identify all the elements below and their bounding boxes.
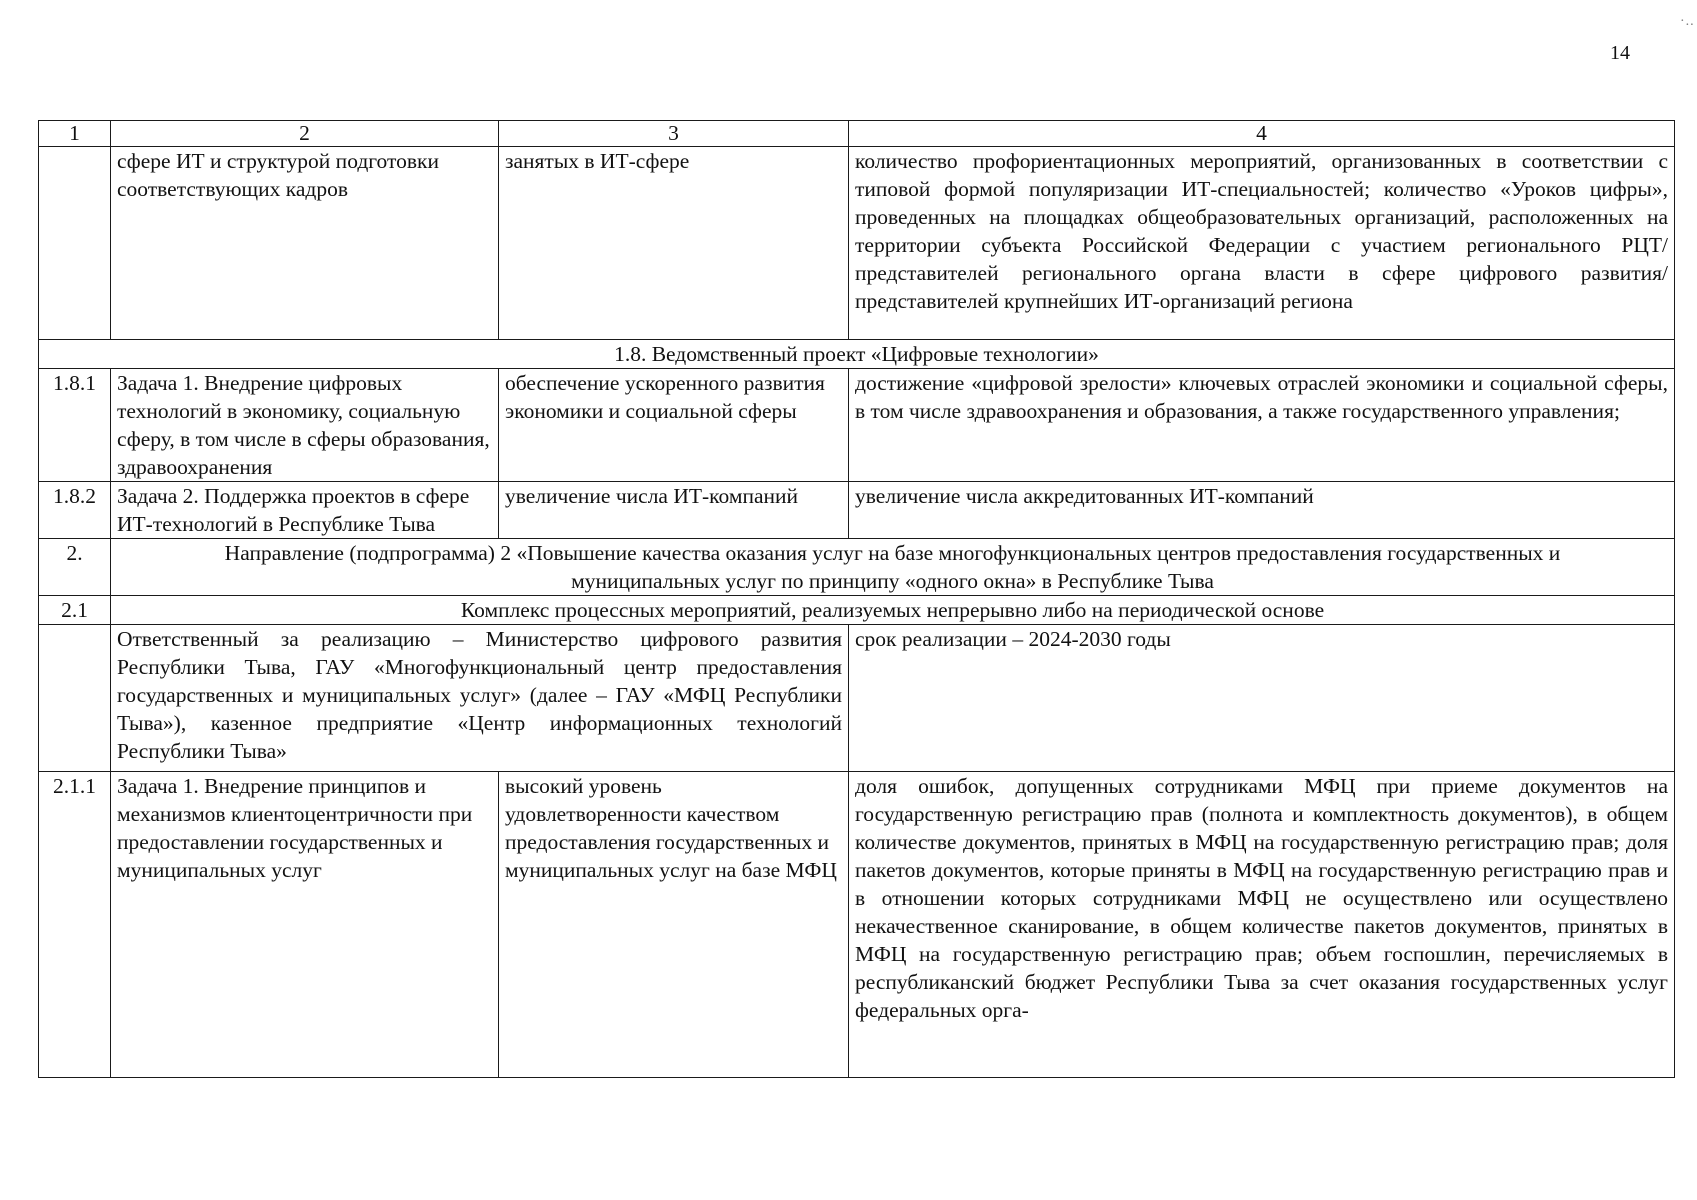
effect-cell: увеличение числа ИТ-компаний: [499, 482, 849, 539]
effect-cell: высокий уровень удовлетворенности качеством предоставления государственных и муниципальных услуг на базе МФЦ: [499, 772, 849, 1078]
complex-row: [39, 596, 1675, 625]
section-title: 1.8. Ведомственный проект «Цифровые технологии»: [39, 340, 1675, 369]
task-cell: сфере ИТ и структурой подготовки соответствующих кадров: [111, 147, 499, 340]
effect-cell: обеспечение ускоренного развития экономики и социальной сферы: [499, 369, 849, 482]
responsible-row: [39, 625, 1675, 772]
header-col-2: 2: [111, 121, 499, 147]
indicator-cell: количество профориентационных мероприятий, организованных в соответствии с типовой формой популяризации ИТ-специальностей; количество «Уроков цифры», проведенных на площадках общеобразовательных организаций, расположенных на территории субъекта Российской Федерации с участием регионального РЦТ/представителей регионального органа власти в сфере цифрового развития/представителей крупнейших ИТ-организаций региона: [849, 147, 1675, 340]
scan-mark: ·..: [1680, 14, 1695, 29]
row-number: 1.8.1: [39, 369, 111, 482]
table-row: [39, 369, 1675, 482]
table-row: [39, 147, 1675, 340]
effect-cell: занятых в ИТ-сфере: [499, 147, 849, 340]
header-col-1: 1: [39, 121, 111, 147]
direction-title: Направление (подпрограмма) 2 «Повышение качества оказания услуг на базе многофункциональных центров предоставления государственных и муниципальных услуг по принципу «одного окна» в Республике Тыва: [111, 539, 1675, 596]
task-cell: Задача 1. Внедрение принципов и механизмов клиентоцентричности при предоставлении государственных и муниципальных услуг: [111, 772, 499, 1078]
direction-row: [39, 539, 1675, 596]
row-number: [39, 625, 111, 772]
responsible-cell: Ответственный за реализацию – Министерство цифрового развития Республики Тыва, ГАУ «Многофункциональный центр предоставления государственных и муниципальных услуг» (далее – ГАУ «МФЦ Республики Тыва»), казенное предприятие «Центр информационных технологий Республики Тыва»: [111, 625, 849, 772]
term-cell: срок реализации – 2024-2030 годы: [849, 625, 1675, 772]
header-col-4: 4: [849, 121, 1675, 147]
section-row: [39, 340, 1675, 369]
page-number: 14: [1610, 42, 1630, 64]
row-number: 1.8.2: [39, 482, 111, 539]
indicator-cell: увеличение числа аккредитованных ИТ-компаний: [849, 482, 1675, 539]
header-col-3: 3: [499, 121, 849, 147]
indicator-cell: достижение «цифровой зрелости» ключевых отраслей экономики и социальной сферы, в том числе здравоохранения и образования, а также государственного управления;: [849, 369, 1675, 482]
indicator-cell: доля ошибок, допущенных сотрудниками МФЦ при приеме документов на государственную регистрацию прав (полнота и комплектность документов), в общем количестве документов, принятых в МФЦ на государственную регистрацию прав; доля пакетов документов, которые приняты в МФЦ на государственную регистрацию прав и в отношении которых сотрудниками МФЦ не осуществлено или осуществлено некачественное сканирование, в общем количестве пакетов документов, принятых в МФЦ на государственную регистрацию прав; объем госпошлин, перечисляемых в республиканский бюджет Республики Тыва за счет оказания государственных услуг федеральных орга-: [849, 772, 1675, 1078]
row-number: 2.1.1: [39, 772, 111, 1078]
complex-title: Комплекс процессных мероприятий, реализуемых непрерывно либо на периодической основе: [111, 596, 1675, 625]
row-number: 2.1: [39, 596, 111, 625]
row-number: [39, 147, 111, 340]
program-table: [38, 120, 1675, 1078]
table-header-row: [39, 121, 1675, 147]
table-row: [39, 482, 1675, 539]
table-row: [39, 772, 1675, 1078]
row-number: 2.: [39, 539, 111, 596]
task-cell: Задача 2. Поддержка проектов в сфере ИТ-технологий в Республике Тыва: [111, 482, 499, 539]
task-cell: Задача 1. Внедрение цифровых технологий в экономику, социальную сферу, в том числе в сферы образования, здравоохранения: [111, 369, 499, 482]
